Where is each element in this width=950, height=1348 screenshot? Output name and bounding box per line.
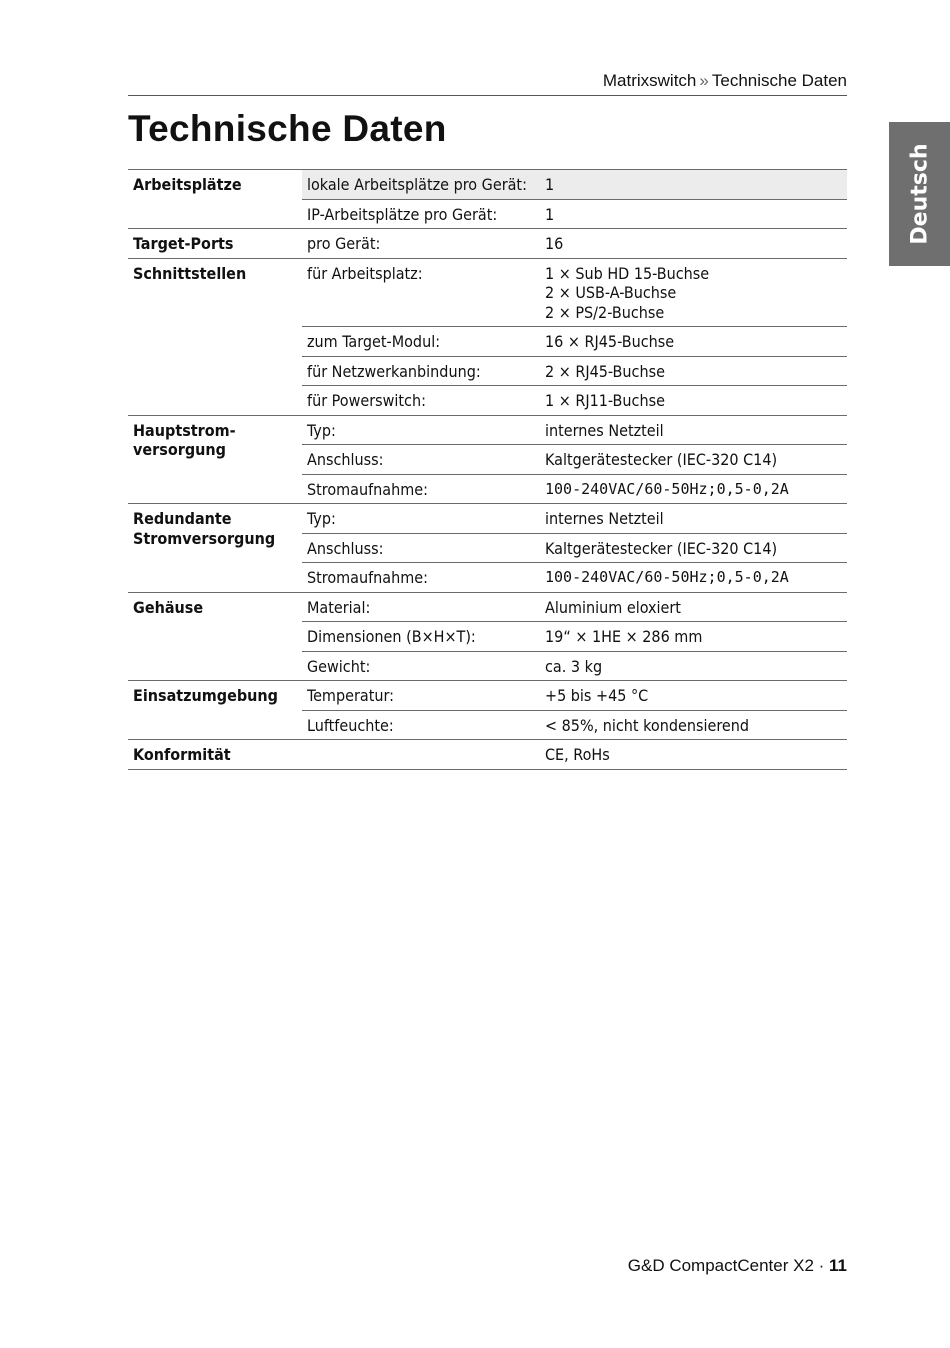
value-cell <box>540 258 847 327</box>
breadcrumb-separator: » <box>699 71 709 90</box>
key-cell: für Powerswitch: <box>302 386 540 416</box>
category-cell <box>128 415 302 504</box>
breadcrumb-chapter: Technische Daten <box>711 71 847 90</box>
value-cell: ca. 3 kg <box>540 651 847 681</box>
value-cell: internes Netzteil <box>540 504 847 534</box>
key-cell: Typ: <box>302 415 540 445</box>
value-line: 2 × PS/2-Buchse <box>545 302 665 322</box>
table-row <box>128 258 847 327</box>
key-cell: pro Gerät: <box>302 229 540 259</box>
value-cell: Aluminium eloxiert <box>540 592 847 622</box>
value-cell: < 85%, nicht kondensierend <box>540 710 847 740</box>
category-cell: Arbeitsplätze <box>128 170 302 229</box>
page-number: 11 <box>829 1256 847 1275</box>
spec-table <box>128 169 847 770</box>
value-cell: Kaltgerätestecker (IEC-320 C14) <box>540 533 847 563</box>
value-cell: 1 <box>540 170 847 200</box>
key-cell: Material: <box>302 592 540 622</box>
table-row <box>128 740 847 770</box>
value-cell: +5 bis +45 °C <box>540 681 847 711</box>
table-row <box>128 592 847 622</box>
category-cell: Einsatzumgebung <box>128 681 302 740</box>
value-cell: internes Netzteil <box>540 415 847 445</box>
table-row <box>128 229 847 259</box>
category-cell <box>128 504 302 593</box>
language-tab-label: Deutsch <box>907 143 932 245</box>
page-footer <box>128 1256 847 1276</box>
category-cell: Schnittstellen <box>128 258 302 415</box>
value-cell: 19“ × 1HE × 286 mm <box>540 622 847 652</box>
key-cell: Typ: <box>302 504 540 534</box>
header-rule <box>128 95 847 96</box>
value-cell: 100-240VAC/60-50Hz;0,5-0,2A <box>540 563 847 593</box>
value-line: 1 × Sub HD 15-Buchse <box>545 263 710 283</box>
value-cell: 1 × RJ11-Buchse <box>540 386 847 416</box>
value-cell: Kaltgerätestecker (IEC-320 C14) <box>540 445 847 475</box>
value-cell: 16 × RJ45-Buchse <box>540 327 847 357</box>
language-tab <box>889 122 950 266</box>
key-cell: Stromaufnahme: <box>302 563 540 593</box>
key-cell: für Arbeitsplatz: <box>302 258 540 327</box>
key-cell: Stromaufnahme: <box>302 474 540 504</box>
running-header <box>128 70 847 92</box>
category-line: Stromversorgung <box>133 528 276 548</box>
value-cell: CE, RoHs <box>540 740 847 770</box>
value-cell: 2 × RJ45-Buchse <box>540 356 847 386</box>
key-cell: Temperatur: <box>302 681 540 711</box>
category-cell: Konformität <box>128 740 302 770</box>
key-cell: IP-Arbeitsplätze pro Gerät: <box>302 199 540 229</box>
key-cell: Anschluss: <box>302 445 540 475</box>
key-cell: Luftfeuchte: <box>302 710 540 740</box>
page-title: Technische Daten <box>128 108 447 149</box>
key-cell: Anschluss: <box>302 533 540 563</box>
value-cell: 100-240VAC/60-50Hz;0,5-0,2A <box>540 474 847 504</box>
key-cell: Gewicht: <box>302 651 540 681</box>
category-cell: Target-Ports <box>128 229 302 259</box>
breadcrumb <box>128 70 847 92</box>
table-row <box>128 504 847 534</box>
key-cell: zum Target-Modul: <box>302 327 540 357</box>
category-line: versorgung <box>133 440 226 459</box>
category-line: Hauptstrom- <box>133 420 236 440</box>
table-row <box>128 415 847 445</box>
key-cell <box>302 740 540 770</box>
footer-product: G&D CompactCenter X2 · <box>627 1256 825 1275</box>
key-cell: Dimensionen (B×H×T): <box>302 622 540 652</box>
value-cell: 16 <box>540 229 847 259</box>
key-cell: lokale Arbeitsplätze pro Gerät: <box>302 170 540 200</box>
breadcrumb-section: Matrixswitch <box>602 71 697 90</box>
table-row <box>128 681 847 711</box>
category-line: Redundante <box>133 509 232 528</box>
value-cell: 1 <box>540 199 847 229</box>
key-cell: für Netzwerkanbindung: <box>302 356 540 386</box>
value-line: 2 × USB-A-Buchse <box>545 283 677 302</box>
category-cell: Gehäuse <box>128 592 302 681</box>
table-row <box>128 170 847 200</box>
